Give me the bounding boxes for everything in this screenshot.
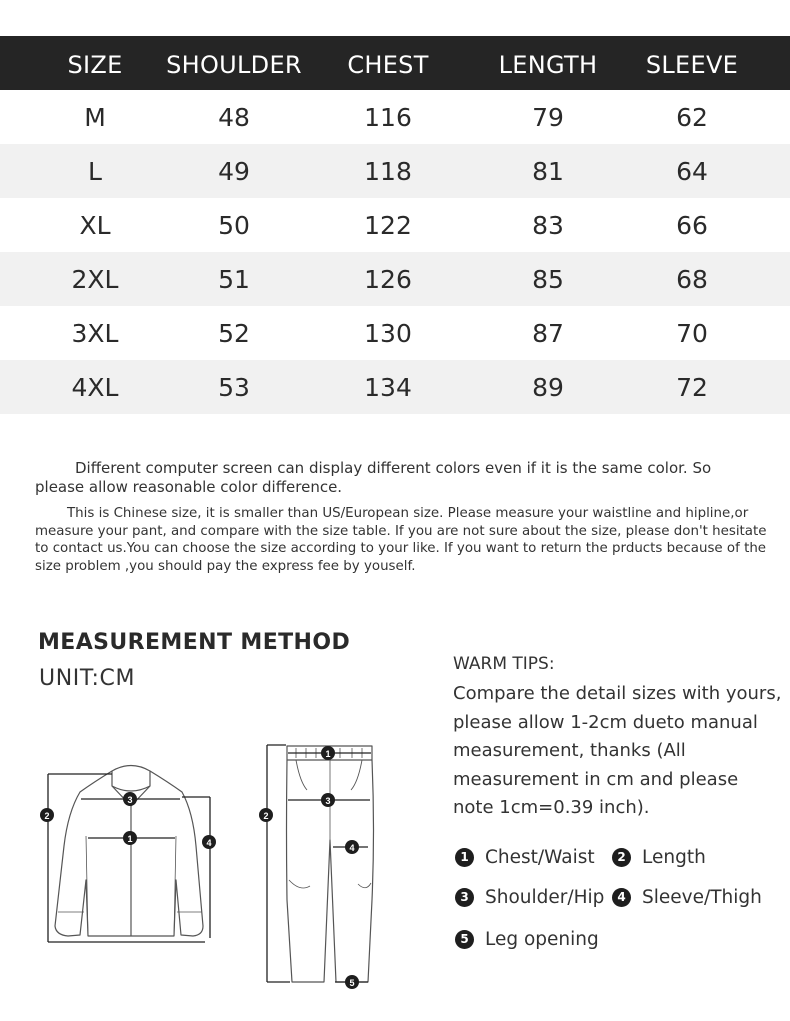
svg-text:4: 4 bbox=[349, 843, 355, 853]
marker-pants-3 bbox=[321, 793, 335, 807]
cell-size: M bbox=[84, 103, 106, 132]
marker-pants-5 bbox=[345, 975, 359, 989]
color-difference-note: Different computer screen can display different colors even if it is the same color. So please allow reasonable color difference. bbox=[35, 459, 712, 496]
cell-shoulder: 53 bbox=[218, 373, 250, 402]
shirt-drawing bbox=[55, 766, 203, 937]
cell-chest: 122 bbox=[364, 211, 412, 240]
svg-text:5: 5 bbox=[349, 978, 355, 988]
cell-length: 85 bbox=[532, 265, 564, 294]
header-size: SIZE bbox=[67, 51, 123, 79]
size-note: This is Chinese size, it is smaller than US/European size. Please measure your waistline and hipline,or measure your pant, and compare with the size table. If you are not sure about the size, please don't hesitate to contact us.You can choose the size according to your like. If you want to return the prducts because of the size problem ,you should pay the express fee by youself. bbox=[35, 506, 767, 574]
legend-item-length bbox=[612, 845, 706, 871]
cell-shoulder: 49 bbox=[218, 157, 250, 186]
header-chest: CHEST bbox=[347, 51, 429, 79]
cell-length: 83 bbox=[532, 211, 564, 240]
marker-pants-4 bbox=[345, 840, 359, 854]
cell-sleeve: 64 bbox=[676, 157, 708, 186]
header-sleeve: SLEEVE bbox=[645, 51, 739, 79]
legend-badge: 4 bbox=[612, 888, 631, 907]
legend-badge: 5 bbox=[455, 930, 474, 949]
svg-text:4: 4 bbox=[206, 838, 212, 848]
cell-shoulder: 50 bbox=[218, 211, 250, 240]
marker-shirt-1 bbox=[123, 831, 137, 845]
cell-shoulder: 51 bbox=[218, 265, 250, 294]
legend-label: Chest/Waist bbox=[485, 847, 595, 868]
legend-item-chest-waist bbox=[455, 845, 595, 871]
svg-text:1: 1 bbox=[127, 834, 133, 844]
legend-label: Sleeve/Thigh bbox=[642, 887, 762, 908]
cell-shoulder: 52 bbox=[218, 319, 250, 348]
measurement-unit: UNIT:CM bbox=[39, 666, 136, 691]
legend-item-shoulder-hip bbox=[455, 885, 604, 911]
cell-length: 87 bbox=[532, 319, 564, 348]
cell-chest: 118 bbox=[364, 157, 412, 186]
measurement-title: MEASUREMENT METHOD bbox=[38, 630, 351, 655]
legend-label: Shoulder/Hip bbox=[485, 887, 605, 908]
legend-badge: 1 bbox=[455, 848, 474, 867]
marker-shirt-4 bbox=[202, 835, 216, 849]
marker-shirt-2 bbox=[40, 808, 54, 822]
legend-item-sleeve-thigh bbox=[612, 885, 762, 911]
cell-sleeve: 68 bbox=[676, 265, 708, 294]
cell-size: L bbox=[88, 157, 102, 186]
legend-item-leg-opening bbox=[455, 927, 599, 953]
header-shoulder: SHOULDER bbox=[166, 51, 302, 79]
marker-pants-2 bbox=[259, 808, 273, 822]
cell-length: 89 bbox=[532, 373, 564, 402]
cell-size: XL bbox=[79, 211, 111, 240]
cell-sleeve: 62 bbox=[676, 103, 708, 132]
cell-length: 81 bbox=[532, 157, 564, 186]
cell-sleeve: 70 bbox=[676, 319, 708, 348]
legend-label: Leg opening bbox=[485, 929, 599, 950]
svg-text:3: 3 bbox=[127, 795, 133, 805]
cell-shoulder: 48 bbox=[218, 103, 250, 132]
pants-drawing bbox=[287, 746, 374, 982]
marker-shirt-3 bbox=[123, 792, 137, 806]
cell-chest: 126 bbox=[364, 265, 412, 294]
cell-length: 79 bbox=[532, 103, 564, 132]
cell-chest: 134 bbox=[364, 373, 412, 402]
svg-text:2: 2 bbox=[44, 811, 50, 821]
warm-tips-title: WARM TIPS: bbox=[453, 654, 555, 674]
cell-size: 3XL bbox=[71, 319, 119, 348]
cell-sleeve: 66 bbox=[676, 211, 708, 240]
marker-pants-1 bbox=[321, 746, 335, 760]
legend-badge: 2 bbox=[612, 848, 631, 867]
legend-badge: 3 bbox=[455, 888, 474, 907]
cell-chest: 116 bbox=[364, 103, 412, 132]
cell-sleeve: 72 bbox=[676, 373, 708, 402]
legend-label: Length bbox=[642, 847, 706, 868]
header-length: LENGTH bbox=[498, 51, 598, 79]
cell-chest: 130 bbox=[364, 319, 412, 348]
cell-size: 2XL bbox=[71, 265, 119, 294]
svg-text:1: 1 bbox=[325, 749, 331, 759]
svg-text:2: 2 bbox=[263, 811, 269, 821]
svg-text:3: 3 bbox=[325, 796, 331, 806]
warm-tips-body: Compare the detail sizes with yours, please allow 1-2cm dueto manual measurement, thanks (All measurement in cm and please note 1cm=0.39 inch). bbox=[453, 683, 782, 818]
cell-size: 4XL bbox=[71, 373, 119, 402]
